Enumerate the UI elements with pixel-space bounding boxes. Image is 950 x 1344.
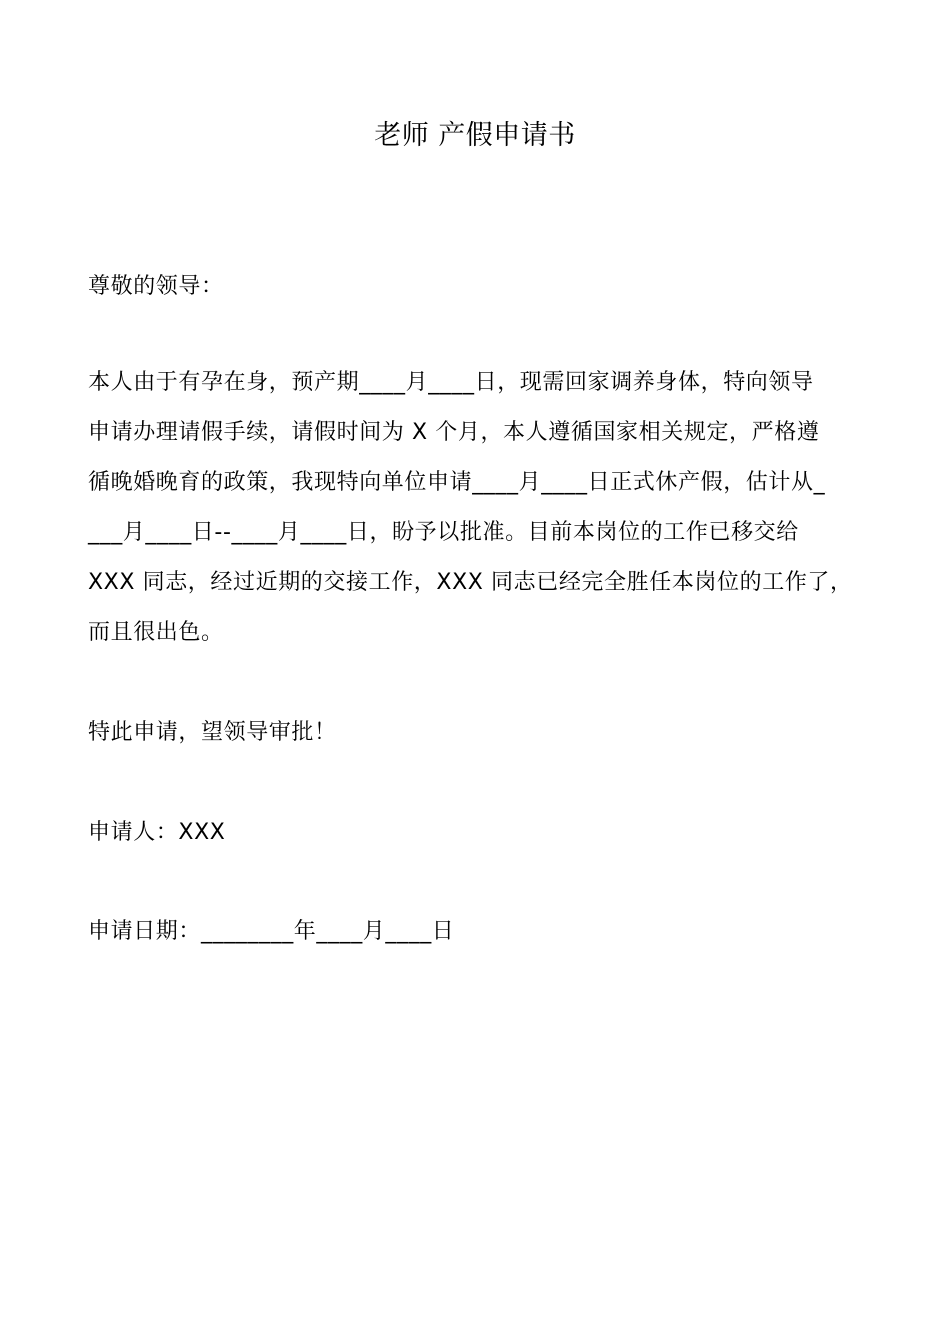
body-line: 而且很出色。 xyxy=(88,620,224,645)
body-line: 申请办理请假手续，请假时间为 X 个月，本人遵循国家相关规定，严格遵 xyxy=(88,420,820,445)
document-title: 老师 产假申请书 xyxy=(374,120,576,151)
closing-line: 特此申请，望领导审批！ xyxy=(88,720,337,745)
applicant-line: 申请人：XXX xyxy=(88,820,226,845)
salutation: 尊敬的领导： xyxy=(88,274,224,299)
date-line: 申请日期：________年____月____日 xyxy=(88,919,455,944)
body-line: XXX 同志，经过近期的交接工作，XXX 同志已经完全胜任本岗位的工作了， xyxy=(88,570,853,595)
body-paragraph xyxy=(88,368,853,668)
body-line: ___月____日--____月____日，盼予以批准。目前本岗位的工作已移交给 xyxy=(88,520,799,545)
body-line: 本人由于有孕在身，预产期____月____日，现需回家调养身体，特向领导 xyxy=(88,370,814,395)
body-line: 循晚婚晚育的政策，我现特向单位申请____月____日正式休产假，估计从_ xyxy=(88,470,826,495)
